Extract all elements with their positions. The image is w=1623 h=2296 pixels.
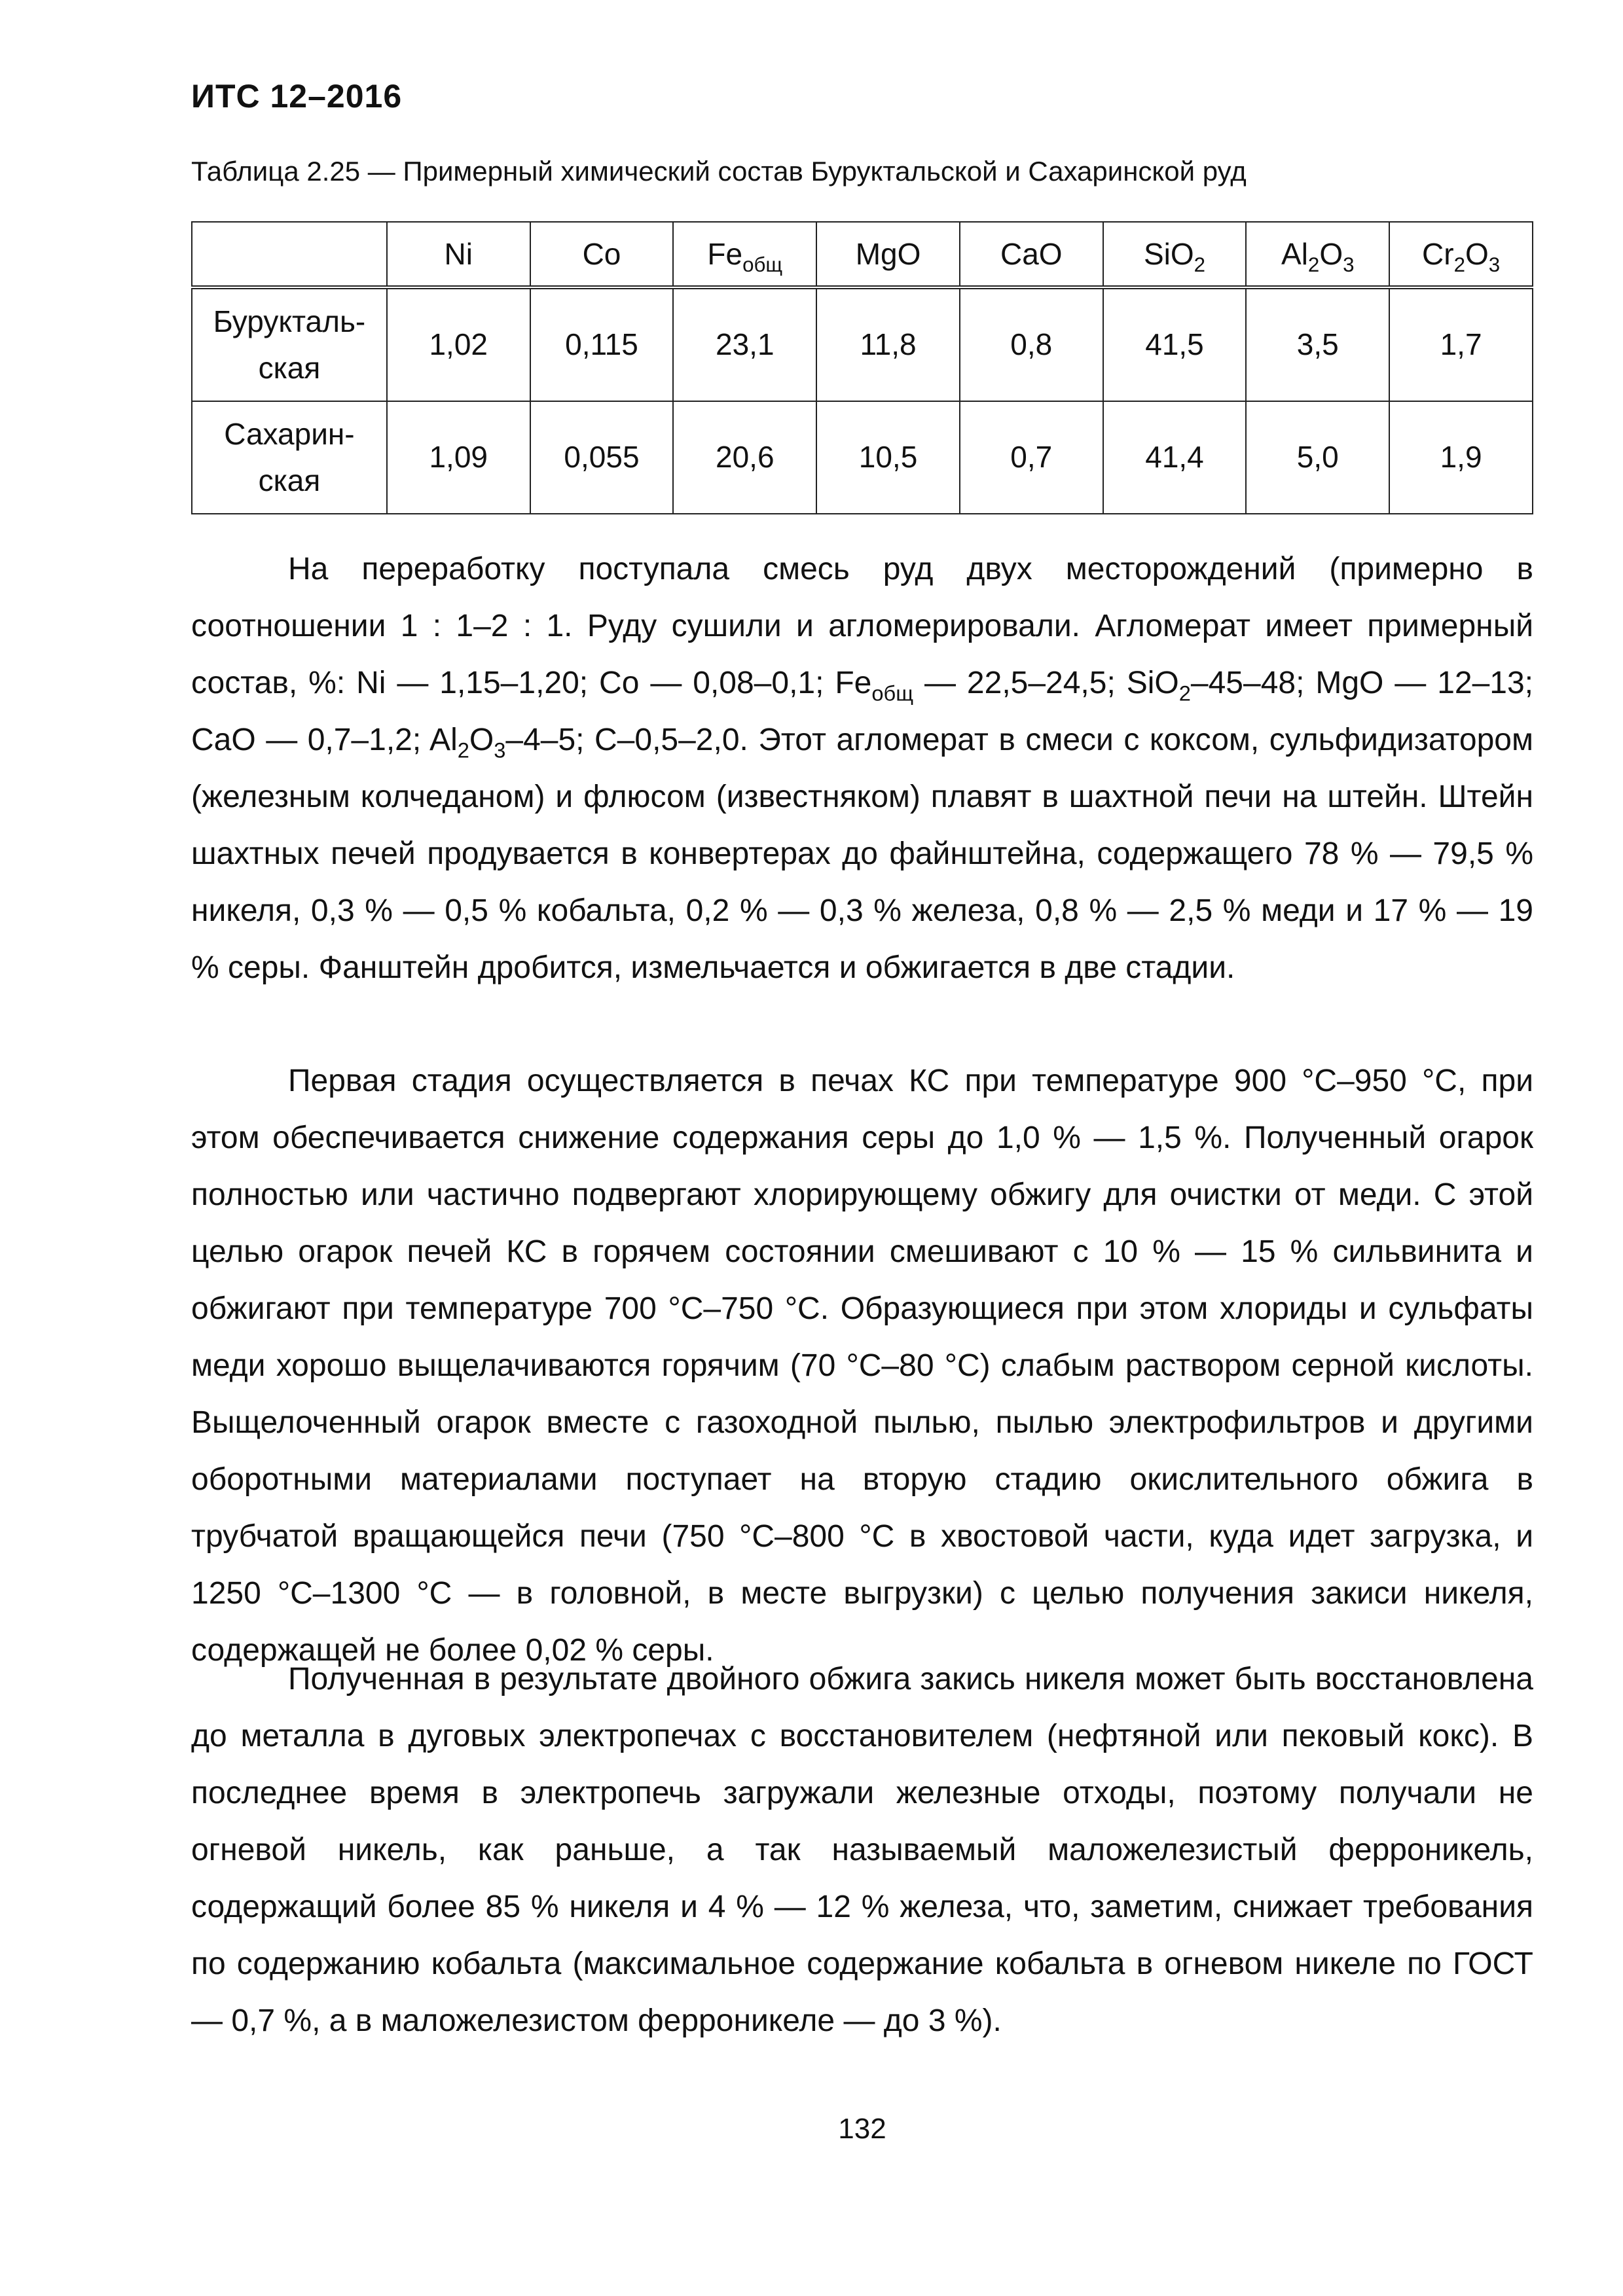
- paragraph-reduction: Полученная в результате двойного обжига закись никеля может быть восстановлена до металла в дуговых электропечах с восстановителем (нефтяной или пековый кокс). В последнее время в электропечь загружали железные отходы, поэтому получали не огневой никель, как раньше, а так называемый маложелезистый ферроникель, содержащий более 85 % никеля и 4 % — 12 % железа, что, заметим, снижает требования по содержанию кобальта (максимальное содержание кобальта в огневом никеле по ГОСТ — 0,7 %, а в маложелезистом ферроникеле — до 3 %).: [191, 1662, 1533, 2038]
- table-cell: 11,8: [816, 287, 960, 401]
- table-cell: 41,4: [1103, 401, 1247, 514]
- table-cell: 0,115: [530, 287, 674, 401]
- row-label-sakhara: Сахарин- ская: [192, 401, 387, 514]
- table-header-al2o3: $Al_2O_3$: [1246, 222, 1389, 287]
- composition-table: [191, 221, 1533, 514]
- table-cell: 1,09: [387, 401, 530, 514]
- table-cell: 41,5: [1103, 287, 1247, 401]
- paragraph-first-stage: Первая стадия осуществляется в печах КС при температуре 900 °С–950 °С, при этом обеспечивается снижение содержания серы до 1,0 % — 1,5 %. Полученный огарок полностью или частично подвергают хлорирующему обжигу для очистки от меди. С этой целью огарок печей КС в горячем состоянии смешивают с 10 % — 15 % сильвинита и обжигают при температуре 700 °С–750 °С. Образующиеся при этом хлориды и сульфаты меди хорошо выщелачиваются горячим (70 °С–80 °С) слабым раствором серной кислоты. Выщелоченный огарок вместе с газоходной пылью, пылью электрофильтров и другими оборотными материалами поступает на вторую стадию окислительного обжига в трубчатой вращающейся печи (750 °С–800 °С в хвостовой части, куда идет загрузка, и 1250 °С–1300 °С — в головной, в месте выгрузки) с целью получения закиси никеля, содержащей не более 0,02 % серы.: [191, 1064, 1533, 1668]
- table-cell: 23,1: [673, 287, 816, 401]
- table-header-empty: [192, 222, 387, 287]
- table-cell: 10,5: [816, 401, 960, 514]
- table-header-mgo: MgO: [816, 222, 960, 287]
- paragraph-ore-processing: На переработку поступала смесь руд двух месторождений (примерно в соотношении 1 : 1–2 : 1. Руду сушили и агломерировали. Агломерат имеет примерный состав, %: Ni — 1,15–1,20; Co — 0,08–0,1; $Fe_{общ}$ — 22,5–24,5; SiO$_2$–45–48; MgO — 12–13; CaO — 0,7–1,2; $Al_2O_3-4-5$; C–0,5–2,0. Этот агломерат в смеси с коксом, сульфидизатором (железным колчеданом) и флюсом (известняком) плавят в шахтной печи на штейн. Штейн шахтных печей продувается в конвертерах до файнштейна, содержащего 78 % — 79,5 % никеля, 0,3 % — 0,5 % кобальта, 0,2 % — 0,3 % железа, 0,8 % — 2,5 % меди и 17 % — 19 % серы. Фанштейн дробится, измельчается и обжигается в две стадии.: [191, 552, 1534, 985]
- table-cell: 0,8: [960, 287, 1103, 401]
- document-code: ИТС 12–2016: [191, 78, 403, 115]
- table-cell: 1,9: [1389, 401, 1533, 514]
- page-number: 132: [838, 2113, 886, 2145]
- table-header-ni: Ni: [387, 222, 530, 287]
- table-header-fe: $Fe_{общ}$: [673, 222, 816, 287]
- table-header-cr2o3: $Cr_2O_3$: [1389, 222, 1533, 287]
- table-cell: 0,055: [530, 401, 674, 514]
- table-header-cao: CaO: [960, 222, 1103, 287]
- table-row: [192, 287, 1533, 401]
- table-header-co: Co: [530, 222, 674, 287]
- table-cell: 3,5: [1246, 287, 1389, 401]
- table-caption: Таблица 2.25 — Примерный химический состав Буруктальской и Сахаринской руд: [191, 156, 1247, 187]
- table-header-sio2: SiO$_2$: [1103, 222, 1247, 287]
- table-cell: 1,7: [1389, 287, 1533, 401]
- table-header-row: [192, 222, 1533, 287]
- table-cell: 20,6: [673, 401, 816, 514]
- table-cell: 1,02: [387, 287, 530, 401]
- table-row: [192, 401, 1533, 514]
- table-cell: 5,0: [1246, 401, 1389, 514]
- table-cell: 0,7: [960, 401, 1103, 514]
- row-label-buruktal: Бурукталь- ская: [192, 287, 387, 401]
